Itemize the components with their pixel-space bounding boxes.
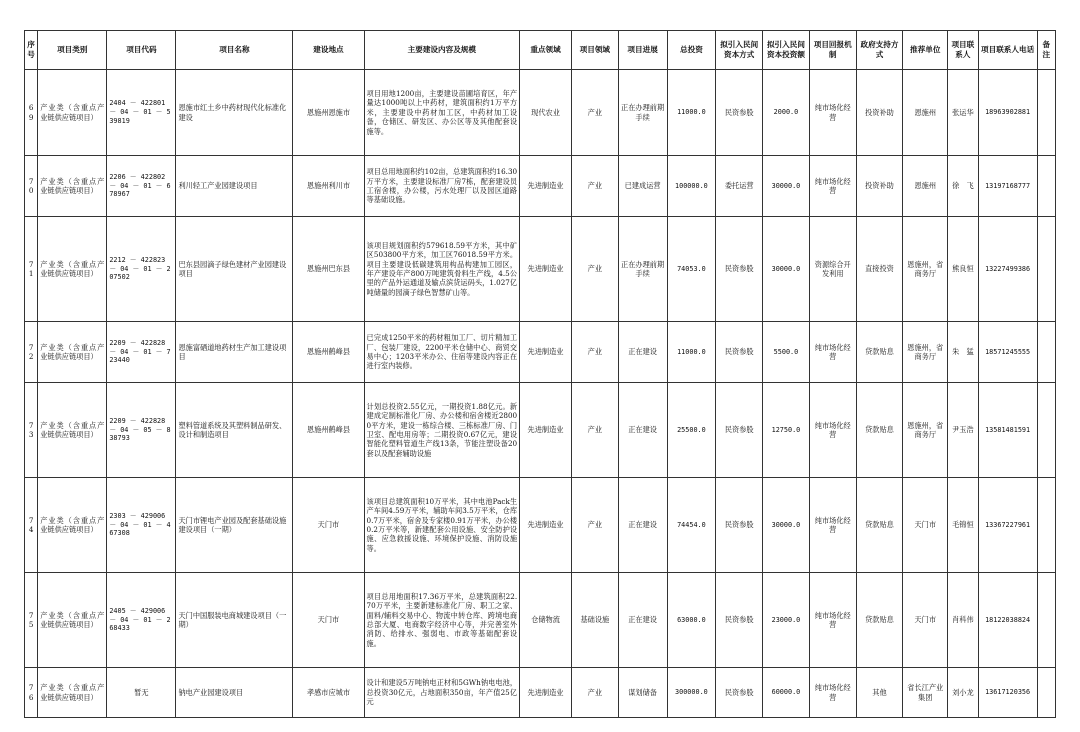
cell-progress: 正在建设 xyxy=(618,478,667,573)
cell-location: 恩施州鹤峰县 xyxy=(293,383,364,478)
header-content: 主要建设内容及规模 xyxy=(364,31,520,70)
cell-phone: 18963902881 xyxy=(978,70,1037,156)
cell-investment: 11000.0 xyxy=(667,322,716,383)
cell-contact: 肖科伟 xyxy=(948,573,979,668)
cell-field: 基础设施 xyxy=(571,573,618,668)
cell-private-mode: 民资参股 xyxy=(716,573,763,668)
header-private-amount: 拟引入民间资本投资额 xyxy=(763,31,810,70)
cell-code: 暂无 xyxy=(107,668,176,718)
cell-progress: 正在建设 xyxy=(618,573,667,668)
cell-return-mech: 纯市场化经营 xyxy=(809,70,856,156)
cell-private-mode: 民资参股 xyxy=(716,478,763,573)
cell-location: 恩施州鹤峰县 xyxy=(293,322,364,383)
cell-private-amount: 2000.0 xyxy=(763,70,810,156)
cell-location: 天门市 xyxy=(293,478,364,573)
cell-private-mode: 委托运营 xyxy=(716,156,763,217)
cell-code: 2209 － 422828 － 04 － 01 － 723440 xyxy=(107,322,176,383)
header-key-field: 重点领域 xyxy=(520,31,572,70)
cell-key-field: 先进制造业 xyxy=(520,322,572,383)
cell-private-amount: 30000.0 xyxy=(763,156,810,217)
cell-recommender: 省长江产业集团 xyxy=(903,668,948,718)
cell-phone: 18571245555 xyxy=(978,322,1037,383)
cell-phone: 13617120356 xyxy=(978,668,1037,718)
cell-remark xyxy=(1037,668,1055,718)
cell-gov-support: 其他 xyxy=(856,668,903,718)
cell-remark xyxy=(1037,70,1055,156)
cell-private-mode: 民资参股 xyxy=(716,668,763,718)
cell-progress: 已建成运营 xyxy=(618,156,667,217)
cell-key-field: 先进制造业 xyxy=(520,478,572,573)
header-code: 项目代码 xyxy=(107,31,176,70)
cell-progress: 正在办理前期手续 xyxy=(618,217,667,322)
cell-code: 2209 － 422828 － 04 － 05 － 838793 xyxy=(107,383,176,478)
cell-location: 孝感市应城市 xyxy=(293,668,364,718)
table-row xyxy=(25,573,1056,668)
cell-seq: 76 xyxy=(25,668,38,718)
table-row xyxy=(25,156,1056,217)
header-field: 项目领域 xyxy=(571,31,618,70)
cell-name: 塑料管道系统及其塑料制品研发、设计和制造项目 xyxy=(176,383,293,478)
cell-key-field: 仓储物流 xyxy=(520,573,572,668)
cell-key-field: 先进制造业 xyxy=(520,383,572,478)
cell-gov-support: 投资补助 xyxy=(856,70,903,156)
cell-code: 2404 － 422801 － 04 － 01 － 539819 xyxy=(107,70,176,156)
cell-seq: 72 xyxy=(25,322,38,383)
cell-investment: 63000.0 xyxy=(667,573,716,668)
header-remark: 备注 xyxy=(1037,31,1055,70)
cell-progress: 谋划储备 xyxy=(618,668,667,718)
header-private-mode: 拟引入民间资本方式 xyxy=(716,31,763,70)
header-contact: 项目联系人 xyxy=(948,31,979,70)
cell-progress: 正在建设 xyxy=(618,322,667,383)
table-row xyxy=(25,478,1056,573)
cell-return-mech: 纯市场化经营 xyxy=(809,322,856,383)
cell-recommender: 恩施州，省商务厅 xyxy=(903,383,948,478)
cell-investment: 74454.0 xyxy=(667,478,716,573)
cell-seq: 74 xyxy=(25,478,38,573)
cell-gov-support: 投资补助 xyxy=(856,156,903,217)
header-return-mech: 项目回报机制 xyxy=(809,31,856,70)
cell-private-amount: 30000.0 xyxy=(763,217,810,322)
cell-category: 产业类（含重点产业链供应链项目） xyxy=(38,156,107,217)
cell-gov-support: 贷款贴息 xyxy=(856,383,903,478)
header-gov-support: 政府支持方式 xyxy=(856,31,903,70)
cell-code: 2206 － 422802 － 04 － 01 － 678967 xyxy=(107,156,176,217)
cell-contact: 朱 猛 xyxy=(948,322,979,383)
cell-contact: 尹玉浩 xyxy=(948,383,979,478)
cell-investment: 100000.0 xyxy=(667,156,716,217)
cell-content: 项目用地1200亩，主要建设苗圃培育区，年产量达1000吨以上中药材，建筑面积约1万平方米，主要建设中药材加工区，中药材加工设备，仓储区、研发区、办公区等及其他配套设施等。 xyxy=(364,70,520,156)
project-table xyxy=(24,30,1056,718)
cell-recommender: 恩施州，省商务厅 xyxy=(903,322,948,383)
cell-phone: 13367227961 xyxy=(978,478,1037,573)
header-category: 项目类别 xyxy=(38,31,107,70)
cell-seq: 73 xyxy=(25,383,38,478)
cell-return-mech: 纯市场化经营 xyxy=(809,573,856,668)
cell-remark xyxy=(1037,478,1055,573)
cell-recommender: 恩施州 xyxy=(903,70,948,156)
cell-code: 2405 － 429006 － 04 － 01 － 268433 xyxy=(107,573,176,668)
cell-seq: 71 xyxy=(25,217,38,322)
cell-code: 2303 － 429006 － 04 － 01 － 467308 xyxy=(107,478,176,573)
cell-field: 产业 xyxy=(571,478,618,573)
cell-key-field: 先进制造业 xyxy=(520,668,572,718)
cell-content: 该项目总建筑面积10万平米，其中电池Pack生产车间4.59万平米，辅助车间3.5万平米，仓库0.7万平米，宿舍及专家楼0.91万平米，办公楼0.2万平米等，新建配套公用设施、安全防护设施、应急救援设施、环境保护设施、消防设施等。 xyxy=(364,478,520,573)
cell-location: 恩施州恩施市 xyxy=(293,70,364,156)
cell-category: 产业类（含重点产业链供应链项目） xyxy=(38,668,107,718)
cell-return-mech: 纯市场化经营 xyxy=(809,156,856,217)
cell-name: 天门中国服装电商城建设项目（一期） xyxy=(176,573,293,668)
cell-name: 钠电产业园建设项目 xyxy=(176,668,293,718)
cell-contact: 毛锦恒 xyxy=(948,478,979,573)
cell-contact: 熊良恒 xyxy=(948,217,979,322)
cell-private-amount: 23000.0 xyxy=(763,573,810,668)
cell-remark xyxy=(1037,573,1055,668)
cell-field: 产业 xyxy=(571,383,618,478)
cell-remark xyxy=(1037,383,1055,478)
cell-content: 项目总用地面积17.36万平米，总建筑面积22.70万平米，主要新建标准化厂房、职工之家、面料/辅料交易中心、物流中转仓库、跨境电商总部大厦、电商数字经济中心等，并完善室外消防、给排水、强弱电、市政等基础配套设施。 xyxy=(364,573,520,668)
cell-private-mode: 民资参股 xyxy=(716,322,763,383)
cell-category: 产业类（含重点产业链供应链项目） xyxy=(38,217,107,322)
cell-private-amount: 5500.0 xyxy=(763,322,810,383)
cell-key-field: 先进制造业 xyxy=(520,217,572,322)
table-row xyxy=(25,668,1056,718)
cell-seq: 70 xyxy=(25,156,38,217)
cell-content: 已完成1250平米的药材粗加工厂、切片精加工厂、包装厂建设，2200平米仓储中心、商贸交易中心；1203平米办公、住宿等建设内容正在进行室内装修。 xyxy=(364,322,520,383)
cell-investment: 74053.0 xyxy=(667,217,716,322)
table-row xyxy=(25,383,1056,478)
header-phone: 项目联系人电话 xyxy=(978,31,1037,70)
cell-location: 恩施州巴东县 xyxy=(293,217,364,322)
cell-remark xyxy=(1037,156,1055,217)
cell-field: 产业 xyxy=(571,156,618,217)
cell-category: 产业类（含重点产业链供应链项目） xyxy=(38,478,107,573)
cell-private-amount: 12750.0 xyxy=(763,383,810,478)
cell-seq: 69 xyxy=(25,70,38,156)
cell-code: 2212 － 422823 － 04 － 01 － 207502 xyxy=(107,217,176,322)
cell-category: 产业类（含重点产业链供应链项目） xyxy=(38,322,107,383)
cell-key-field: 先进制造业 xyxy=(520,156,572,217)
cell-name: 恩施富硒道地药材生产加工建设项目 xyxy=(176,322,293,383)
cell-private-mode: 民资参股 xyxy=(716,383,763,478)
cell-location: 天门市 xyxy=(293,573,364,668)
cell-investment: 11000.0 xyxy=(667,70,716,156)
cell-field: 产业 xyxy=(571,668,618,718)
table-row xyxy=(25,322,1056,383)
cell-contact: 徐 飞 xyxy=(948,156,979,217)
cell-private-amount: 60000.0 xyxy=(763,668,810,718)
header-location: 建设地点 xyxy=(293,31,364,70)
cell-private-mode: 民资参股 xyxy=(716,70,763,156)
cell-phone: 13227499386 xyxy=(978,217,1037,322)
header-progress: 项目进展 xyxy=(618,31,667,70)
header-investment: 总投资 xyxy=(667,31,716,70)
cell-recommender: 恩施州 xyxy=(903,156,948,217)
cell-progress: 正在办理前期手续 xyxy=(618,70,667,156)
cell-phone: 18122038824 xyxy=(978,573,1037,668)
cell-field: 产业 xyxy=(571,70,618,156)
table-row xyxy=(25,217,1056,322)
document-page xyxy=(24,30,1056,718)
header-seq: 序号 xyxy=(25,31,38,70)
cell-field: 产业 xyxy=(571,322,618,383)
cell-seq: 75 xyxy=(25,573,38,668)
cell-category: 产业类（含重点产业链供应链项目） xyxy=(38,383,107,478)
cell-name: 利川轻工产业园建设项目 xyxy=(176,156,293,217)
cell-contact: 张运华 xyxy=(948,70,979,156)
cell-investment: 300000.0 xyxy=(667,668,716,718)
cell-private-mode: 民资参股 xyxy=(716,217,763,322)
cell-gov-support: 直接投资 xyxy=(856,217,903,322)
cell-recommender: 恩施州，省商务厅 xyxy=(903,217,948,322)
cell-contact: 刘小龙 xyxy=(948,668,979,718)
cell-return-mech: 纯市场化经营 xyxy=(809,383,856,478)
cell-category: 产业类（含重点产业链供应链项目） xyxy=(38,70,107,156)
cell-gov-support: 贷款贴息 xyxy=(856,573,903,668)
cell-phone: 13197168777 xyxy=(978,156,1037,217)
cell-remark xyxy=(1037,217,1055,322)
cell-content: 该项目规划面积约579618.59平方米，其中矿区503800平方米，加工区76018.59平方米。项目主要建设低碳建筑用构品构建加工园区，年产建设年产800万吨建筑骨料生产线，4.5公里的产品外运通道及输点滨货运码头，1.027亿吨储量的园滴子绿色智慧矿山等。 xyxy=(364,217,520,322)
cell-category: 产业类（含重点产业链供应链项目） xyxy=(38,573,107,668)
table-header-row xyxy=(25,31,1056,70)
header-name: 项目名称 xyxy=(176,31,293,70)
cell-content: 设计和建设5万吨钠电正材和5GWh钠电电池，总投资30亿元，占地面积350亩，年产值25亿元 xyxy=(364,668,520,718)
cell-name: 天门市锂电产业园及配套基础设施建设项目（一期） xyxy=(176,478,293,573)
cell-key-field: 现代农业 xyxy=(520,70,572,156)
cell-return-mech: 纯市场化经营 xyxy=(809,668,856,718)
cell-return-mech: 资源综合开发利用 xyxy=(809,217,856,322)
cell-investment: 25500.0 xyxy=(667,383,716,478)
cell-recommender: 天门市 xyxy=(903,573,948,668)
cell-content: 项目总用地面积约102亩，总建筑面积约16.30万平方米，主要建设标准厂房7栋，配套建设员工宿舍楼，办公楼，污水处理厂以及园区道路等基础设施。 xyxy=(364,156,520,217)
cell-name: 巴东县园滴子绿色建材产业园建设项目 xyxy=(176,217,293,322)
cell-return-mech: 纯市场化经营 xyxy=(809,478,856,573)
cell-field: 产业 xyxy=(571,217,618,322)
cell-remark xyxy=(1037,322,1055,383)
table-row xyxy=(25,70,1056,156)
cell-gov-support: 贷款贴息 xyxy=(856,322,903,383)
cell-content: 计划总投资2.55亿元，一期投资1.88亿元。新建成定制标准化厂房、办公楼和宿舍楼近28000平方米，建设一栋综合楼、三栋标准厂房、门卫室、配电用房等；二期投资0.67亿元，建设智能化塑料管道生产线13条，节能注塑设备20套以及配套辅助设施 xyxy=(364,383,520,478)
cell-recommender: 天门市 xyxy=(903,478,948,573)
cell-name: 恩施市红土乡中药材现代化标准化建设 xyxy=(176,70,293,156)
cell-private-amount: 30000.0 xyxy=(763,478,810,573)
cell-location: 恩施州利川市 xyxy=(293,156,364,217)
cell-gov-support: 贷款贴息 xyxy=(856,478,903,573)
cell-phone: 13581481591 xyxy=(978,383,1037,478)
cell-progress: 正在建设 xyxy=(618,383,667,478)
header-recommender: 推荐单位 xyxy=(903,31,948,70)
